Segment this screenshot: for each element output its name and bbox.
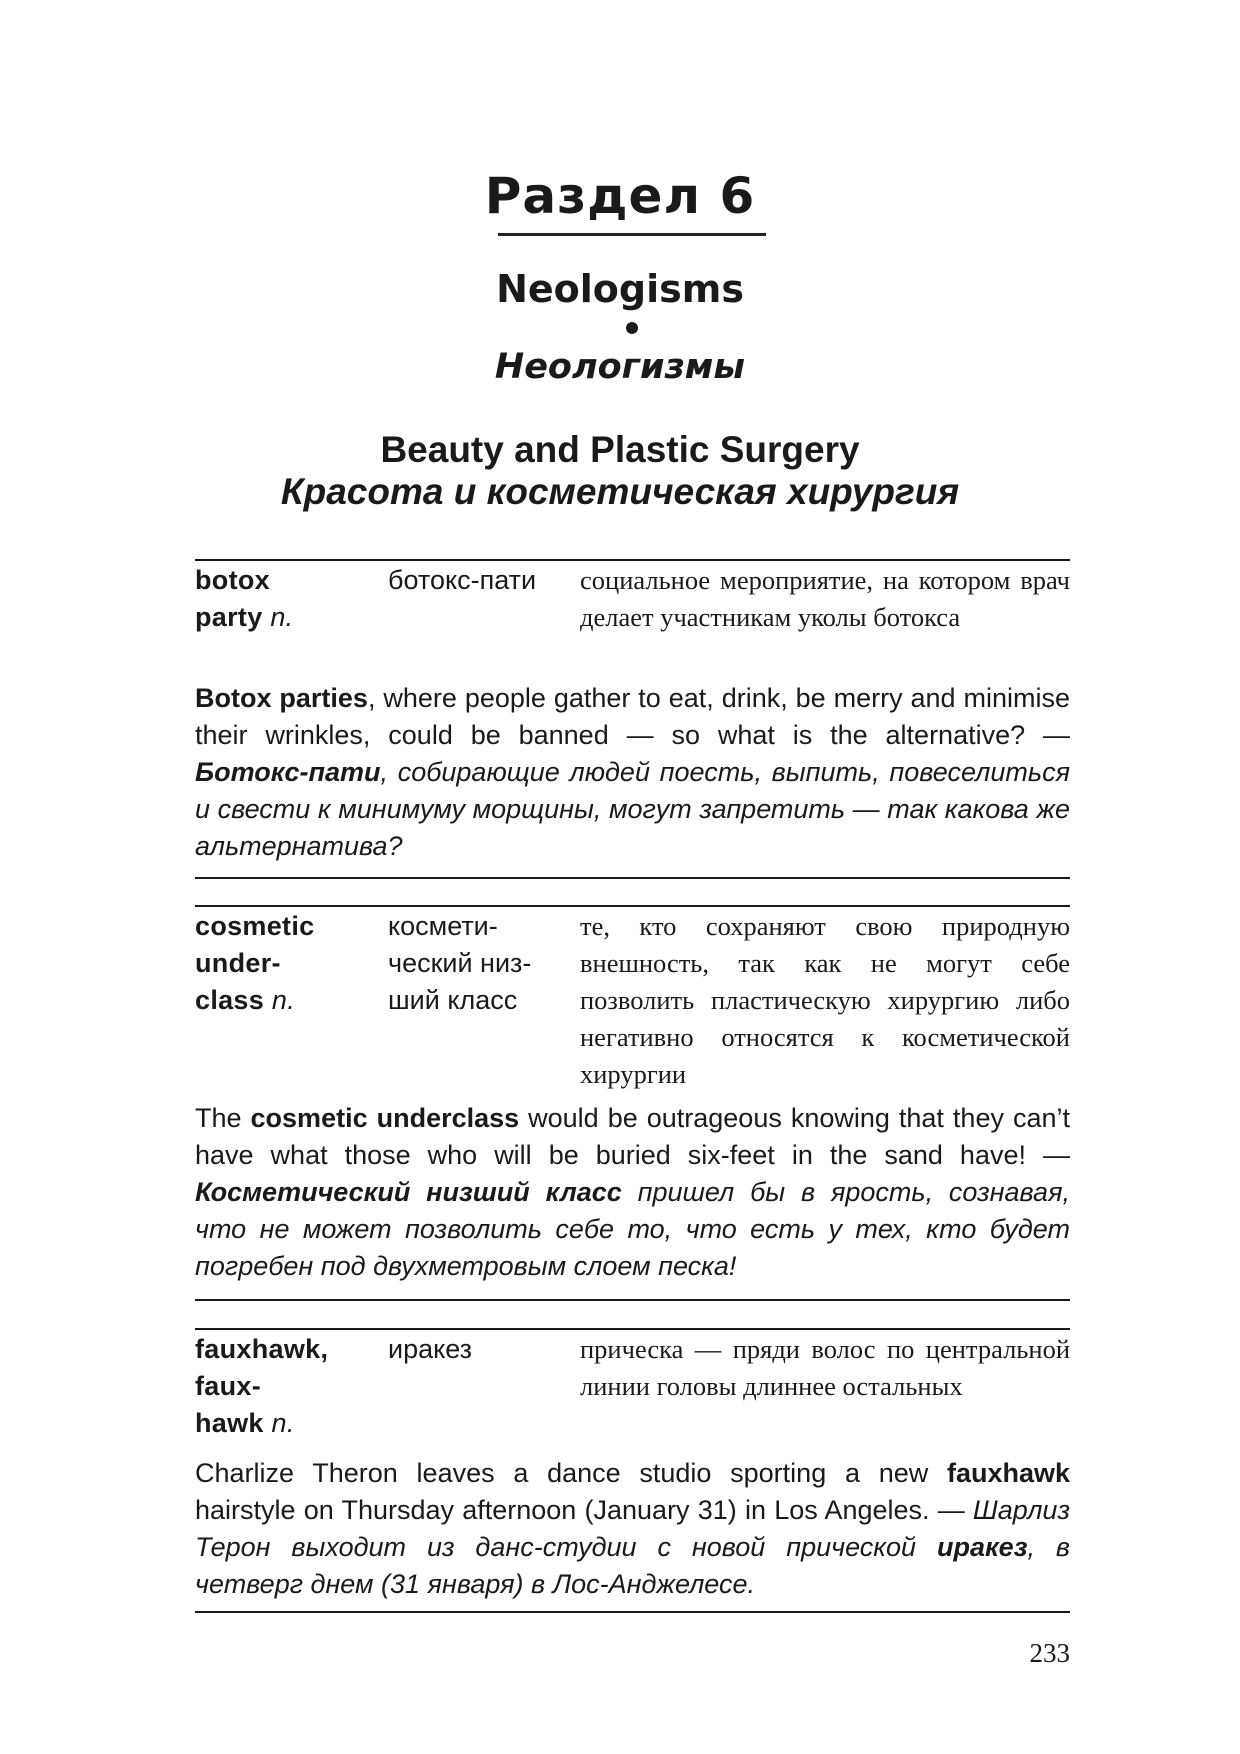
entry-translation: ботокс-пати	[388, 565, 537, 595]
example-term-russian: Ботокс-пати	[195, 757, 381, 787]
topic-heading-english: Beauty and Plastic Surgery	[380, 429, 860, 470]
entry-top-rule	[195, 905, 1070, 907]
entry-term: fauxhawk, faux- hawk n.	[195, 1334, 329, 1438]
entry-term: botox party n.	[195, 565, 294, 632]
entry-example: Charlize Theron leaves a dance studio sporting a new fauxhawk hairstyle on Thursday afternoon (January 31) in Los Angeles. — Шарлиз Терон выходит из данс-студии с новой прической иракез, в четверг днем (31 января) в Лос-Анджелесе.	[195, 1458, 1070, 1599]
title-underline	[498, 233, 766, 236]
page-number: 233	[1029, 1638, 1070, 1668]
section-title: Раздел 6	[484, 167, 756, 225]
example-term-russian: Косметический низший класс	[195, 1177, 622, 1207]
example-term-english: Botox parties	[195, 683, 368, 713]
part-of-speech: n.	[271, 1408, 295, 1438]
example-term-english: fauxhawk	[946, 1458, 1070, 1488]
glossary-entry-fauxhawk	[195, 1331, 1070, 1443]
entry-bottom-rule	[195, 1299, 1070, 1301]
entry-top-rule	[195, 1328, 1070, 1330]
chapter-title-english: Neologisms	[496, 267, 744, 311]
bullet-separator-icon	[626, 322, 638, 334]
entry-translation: иракез	[388, 1334, 473, 1364]
entry-definition: те, кто сохраняют свою природную внешность, так как не могут себе позволить пластическую хирургию либо негативно относятся к косметической хирургии	[580, 911, 1070, 1089]
entry-example: The cosmetic underclass would be outrageous knowing that they can’t have what those who will be buried six-feet in the sand have! — Косметический низший класс пришел бы в ярость, сознавая, что не может позволить себе то, что есть у тех, кто будет погребен под двухметровым слоем песка!	[195, 1103, 1071, 1281]
entry-bottom-rule	[195, 1611, 1070, 1613]
entry-term: cosmetic under- class n.	[195, 911, 315, 1015]
entry-example: Botox parties, where people gather to eat, drink, be merry and minimise their wrinkles, could be banned — so what is the alternative? — Ботокс-пати, собирающие людей поесть, выпить, повеселиться и свести к минимуму морщины, могут запретить — так какова же альтернатива?	[195, 683, 1070, 861]
entry-definition: социальное мероприятие, на котором врач делает участникам уколы ботокса	[580, 565, 1070, 632]
entry-top-rule	[195, 559, 1070, 561]
entry-definition: прическа — пряди волос по центральной линии головы длиннее остальных	[580, 1334, 1070, 1401]
entry-translation: космети- ческий низ- ший класс	[388, 911, 532, 1015]
entry-bottom-rule	[195, 877, 1070, 879]
example-term-english: cosmetic underclass	[250, 1103, 520, 1133]
glossary-entry-cosmetic-underclass	[195, 908, 1070, 1094]
topic-heading-russian: Красота и косметическая хирургия	[280, 471, 960, 512]
part-of-speech: n.	[270, 602, 294, 632]
part-of-speech: n.	[271, 985, 296, 1015]
glossary-entry-botox-party	[195, 562, 1070, 674]
chapter-title-russian: Неологизмы	[494, 347, 746, 387]
example-term-russian: иракез	[937, 1532, 1028, 1562]
